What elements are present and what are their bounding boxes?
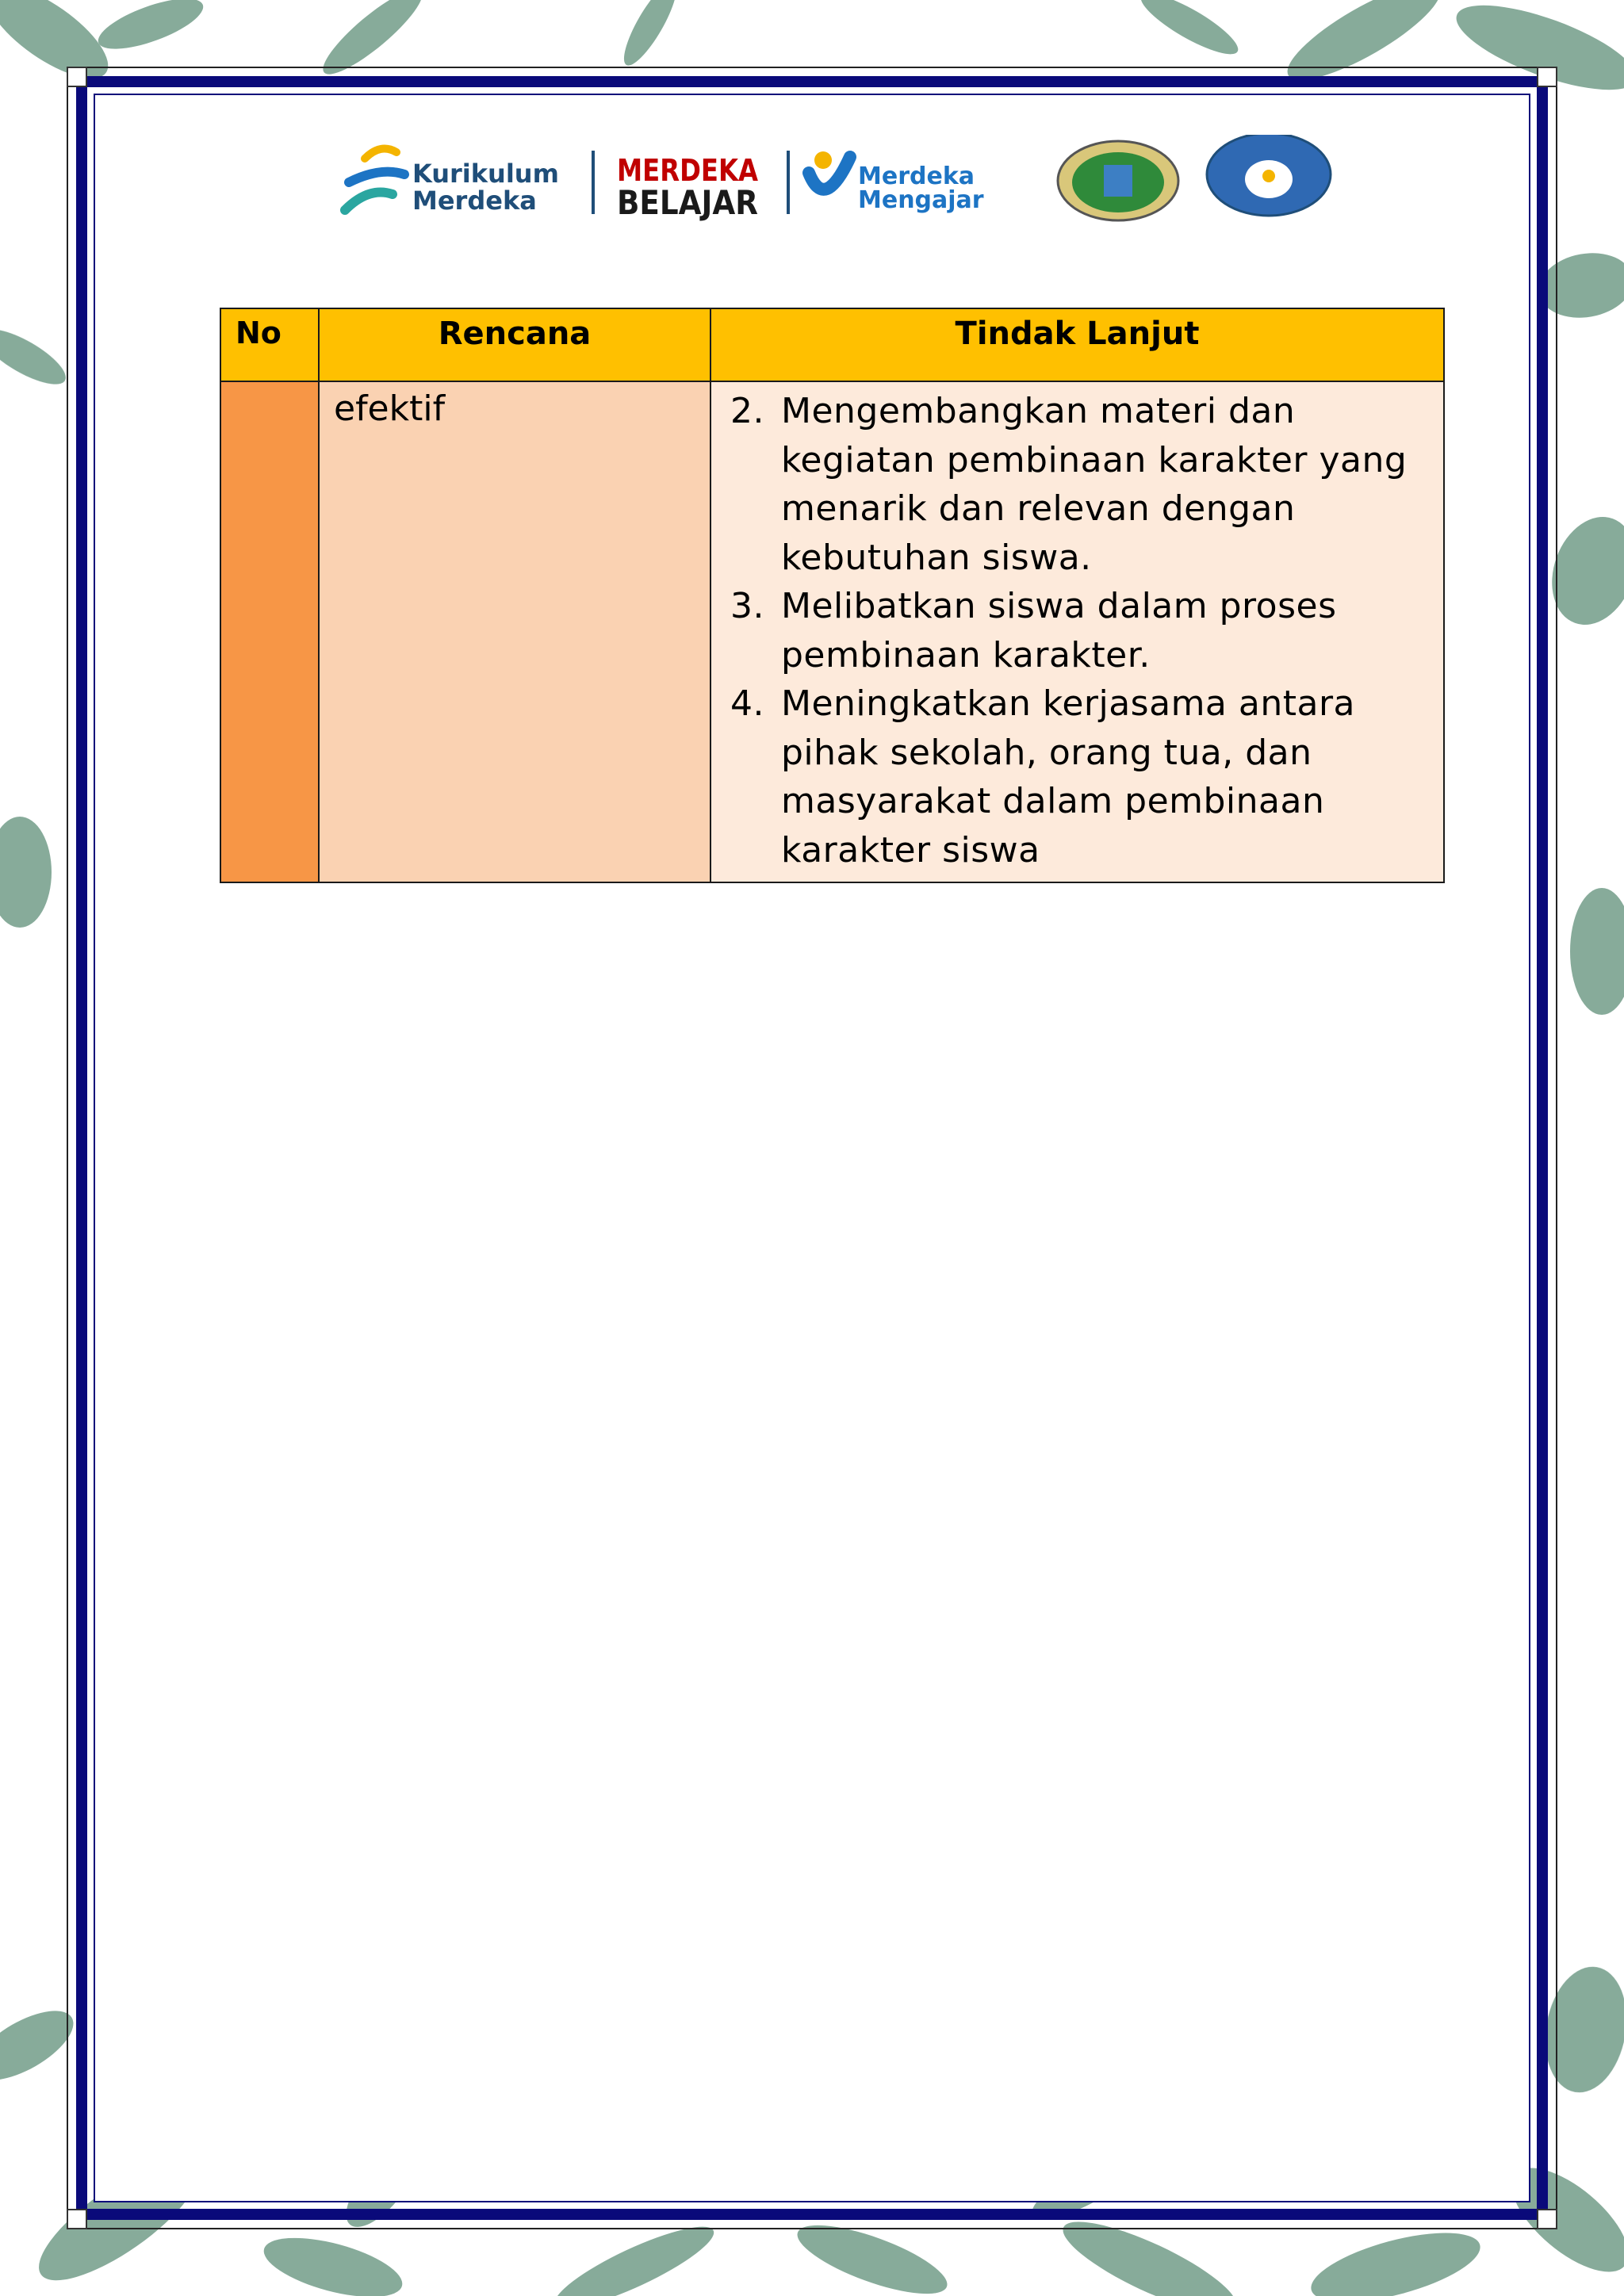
column-header-no: No xyxy=(220,308,319,381)
tut-wuri-handayani-icon xyxy=(1207,135,1331,216)
tindak-lanjut-cell xyxy=(710,381,1444,882)
frame-corner xyxy=(67,67,87,87)
list-item xyxy=(730,679,1419,874)
merdeka-belajar-line1: MERDEKA xyxy=(617,153,759,188)
merdeka-mengajar-logo xyxy=(809,151,984,214)
no-cell xyxy=(220,381,319,882)
merdeka-belajar-line2: BELAJAR xyxy=(617,183,758,222)
kurikulum-logo-line2: Merdeka xyxy=(412,186,537,216)
mengajar-logo-line1: Merdeka xyxy=(858,163,975,190)
list-item xyxy=(730,387,1419,582)
frame-corner xyxy=(67,2209,87,2229)
tindak-lanjut-list xyxy=(730,387,1419,874)
list-item-text: Mengembangkan materi dan kegiatan pembinaan karakter yang menarik dan relevan dengan kebutuhan siswa. xyxy=(781,391,1408,578)
column-header-tindak-lanjut: Tindak Lanjut xyxy=(710,308,1444,381)
list-item-number: 3. xyxy=(730,586,764,626)
mengajar-logo-line2: Mengajar xyxy=(858,186,984,214)
table-row xyxy=(220,381,1444,882)
frame-corner xyxy=(1537,67,1557,87)
merdeka-belajar-logo xyxy=(617,153,759,222)
list-item-number: 4. xyxy=(730,683,764,724)
rencana-cell: efektif xyxy=(319,381,710,882)
list-item-number: 2. xyxy=(730,391,764,431)
frame-corner xyxy=(1537,2209,1557,2229)
regional-emblem-icon xyxy=(1058,141,1178,220)
list-item xyxy=(730,582,1419,679)
table-header-row xyxy=(220,308,1444,381)
header-logos xyxy=(333,135,1348,234)
kurikulum-logo-line1: Kurikulum xyxy=(412,159,559,189)
kurikulum-merdeka-logo xyxy=(345,149,559,216)
list-item-text: Meningkatkan kerjasama antara pihak sekolah, orang tua, dan masyarakat dalam pembinaan karakter siswa xyxy=(781,683,1355,871)
list-item-text: Melibatkan siswa dalam proses pembinaan karakter. xyxy=(781,586,1337,675)
plan-table xyxy=(220,308,1445,883)
column-header-rencana: Rencana xyxy=(319,308,710,381)
